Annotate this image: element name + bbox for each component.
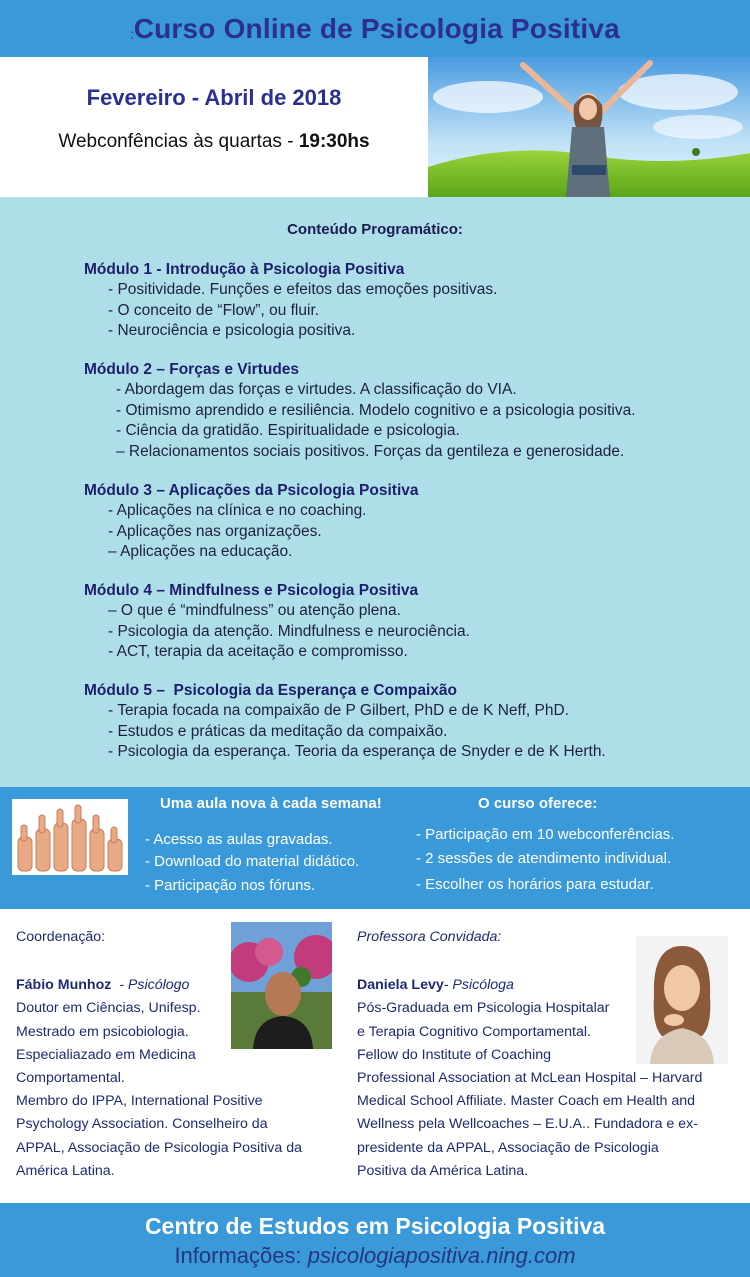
course-dates: Fevereiro - Abril de 2018 bbox=[86, 85, 342, 110]
module-title: Módulo 5 – Psicologia da Esperança e Compaixão bbox=[84, 682, 457, 699]
coordinator-line: América Latina. bbox=[16, 1162, 115, 1179]
web-time: 19:30hs bbox=[298, 131, 370, 152]
module-4 bbox=[84, 581, 724, 663]
module-1 bbox=[84, 260, 724, 342]
guest-line: Wellness pela Wellcoaches – E.U.A.. Fundadora e ex- bbox=[357, 1116, 698, 1133]
coordinator-line: Comportamental. bbox=[16, 1070, 125, 1087]
guest-photo bbox=[636, 936, 728, 1064]
offer-left-item: - Acesso as aulas gravadas. bbox=[145, 831, 333, 848]
coordinator-line: Psychology Association. Conselheiro da bbox=[16, 1116, 268, 1133]
module-5 bbox=[84, 681, 724, 763]
program-section bbox=[0, 197, 750, 787]
guest-line: Fellow do Institute of Coaching bbox=[357, 1046, 552, 1063]
module-title: Módulo 1 - Introdução à Psicologia Positiva bbox=[84, 261, 405, 278]
module-2 bbox=[84, 360, 724, 462]
offer-left-item: - Participação nos fóruns. bbox=[145, 877, 316, 894]
coordinator-line: APPAL, Associação de Psicologia Positiva da bbox=[16, 1139, 303, 1156]
footer-bar bbox=[0, 1203, 750, 1277]
coordinator-line: Especialiazado em Medicina bbox=[16, 1046, 196, 1063]
module-item: - Aplicações na clínica e no coaching. bbox=[108, 502, 367, 519]
module-item: - ACT, terapia da aceitação e compromisso. bbox=[108, 643, 408, 660]
header-bar bbox=[0, 0, 750, 57]
web-label: Webconfências às quartas - bbox=[58, 131, 299, 152]
page-title: Curso Online de Psicologia Positiva bbox=[133, 13, 620, 44]
coordinator-name: Fábio Munhoz bbox=[16, 977, 112, 994]
module-item: - Ciência da gratidão. Espiritualidade e psicologia. bbox=[116, 422, 460, 439]
module-item: - O conceito de “Flow”, ou fluir. bbox=[108, 301, 320, 319]
schedule-block bbox=[0, 57, 428, 197]
coordinator-line: Doutor em Ciências, Unifesp. bbox=[16, 1000, 201, 1017]
guest-label: Professora Convidada: bbox=[357, 929, 502, 945]
module-title: Módulo 3 – Aplicações da Psicologia Positiva bbox=[84, 482, 419, 499]
module-item: – Aplicações na educação. bbox=[108, 543, 293, 560]
offer-right-item: - Participação em 10 webconferências. bbox=[416, 826, 675, 843]
offer-section bbox=[0, 787, 750, 909]
guest-line: presidente da APPAL, Associação de Psicologia bbox=[357, 1139, 659, 1156]
guest-line: Professional Association at McLean Hospital – Harvard bbox=[357, 1070, 703, 1087]
offer-right-heading: O curso oferece: bbox=[478, 795, 598, 812]
module-item: - Otimismo aprendido e resiliência. Modelo cognitivo e a psicologia positiva. bbox=[116, 401, 636, 419]
module-item: - Terapia focada na compaixão de P Gilbert, PhD e de K Neff, PhD. bbox=[108, 702, 569, 719]
footer-link[interactable]: psicologiapositiva.ning.com bbox=[307, 1243, 576, 1268]
offer-right-item: - 2 sessões de atendimento individual. bbox=[416, 850, 672, 867]
footer-info-label: Informações: bbox=[174, 1243, 308, 1268]
header-prefix: : bbox=[130, 26, 134, 42]
module-3 bbox=[84, 481, 724, 563]
module-item: – O que é “mindfulness” ou atenção plena. bbox=[108, 602, 401, 619]
module-title: Módulo 4 – Mindfulness e Psicologia Positiva bbox=[84, 582, 419, 599]
coordinator-line: Membro do IPPA, International Positive bbox=[16, 1093, 263, 1110]
guest-role: - Psicóloga bbox=[443, 977, 514, 994]
guest-line: e Terapia Cognitivo Comportamental. bbox=[357, 1023, 591, 1040]
module-item: - Psicologia da atenção. Mindfulness e neurociência. bbox=[108, 622, 470, 640]
guest-line: Positiva da América Latina. bbox=[357, 1162, 529, 1179]
thumbs-up-image bbox=[12, 799, 128, 875]
module-item: - Positividade. Funções e efeitos das emoções positivas. bbox=[108, 281, 498, 298]
footer-info bbox=[0, 1243, 750, 1269]
module-item: - Neurociência e psicologia positiva. bbox=[108, 322, 356, 339]
module-item: - Abordagem das forças e virtudes. A classificação do VIA. bbox=[116, 381, 517, 398]
hero-photo bbox=[428, 57, 750, 197]
footer-org: Centro de Estudos em Psicologia Positiva bbox=[144, 1213, 606, 1239]
webconference-schedule bbox=[0, 131, 428, 153]
coordinator-photo bbox=[231, 922, 332, 1049]
guest-name: Daniela Levy bbox=[357, 977, 444, 994]
module-item: – Relacionamentos sociais positivos. Forças da gentileza e generosidade. bbox=[116, 442, 625, 460]
module-item: - Estudos e práticas da meditação da compaixão. bbox=[108, 722, 448, 740]
guest-line: Medical School Affiliate. Master Coach em Health and bbox=[357, 1093, 696, 1110]
module-item: - Psicologia da esperança. Teoria da esperança de Snyder e de K Herth. bbox=[108, 743, 606, 760]
program-heading: Conteúdo Programático: bbox=[287, 221, 463, 238]
module-title: Módulo 2 – Forças e Virtudes bbox=[84, 361, 300, 378]
coordinator-role: - Psicólogo bbox=[111, 977, 190, 994]
offer-left-heading: Uma aula nova à cada semana! bbox=[160, 795, 382, 812]
offer-right-item: - Escolher os horários para estudar. bbox=[416, 876, 654, 893]
module-item: - Aplicações nas organizações. bbox=[108, 522, 322, 540]
guest-line: Pós-Graduada em Psicologia Hospitalar bbox=[357, 1000, 610, 1017]
coordinator-label: Coordenação: bbox=[16, 929, 106, 945]
offer-left-item: - Download do material didático. bbox=[145, 853, 360, 870]
coordinator-line: Mestrado em psicobiologia. bbox=[16, 1023, 189, 1040]
